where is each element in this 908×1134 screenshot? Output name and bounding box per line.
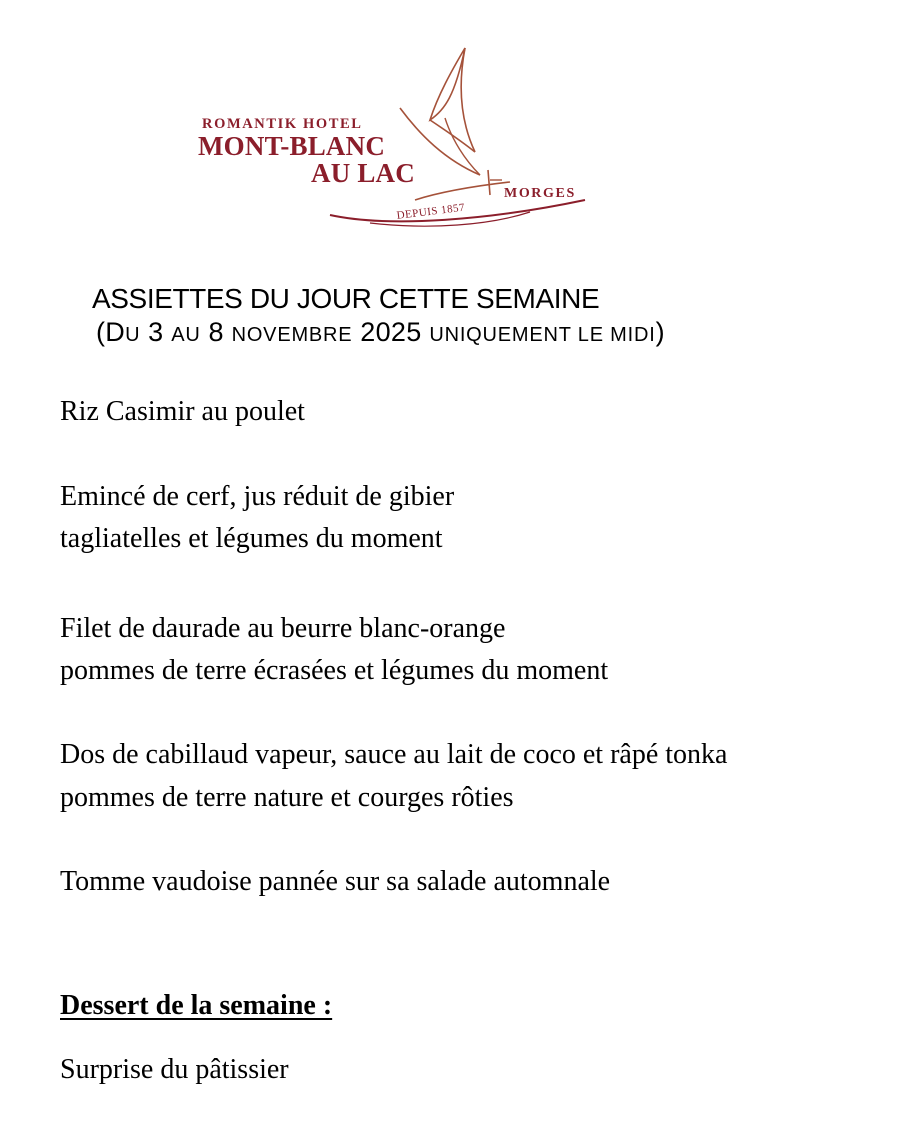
- logo-line-mont-blanc: MONT-BLANC: [198, 131, 386, 161]
- page-title: ASSIETTES DU JOUR CETTE SEMAINE: [92, 283, 600, 314]
- subtitle-number: 3: [140, 317, 172, 347]
- subtitle-part: U: [125, 324, 141, 346]
- subtitle-number: 2025: [352, 317, 430, 347]
- dessert-item: Surprise du pâtissier: [60, 1054, 289, 1085]
- subtitle-part: AU: [171, 324, 201, 346]
- page-subtitle: [96, 317, 665, 348]
- subtitle-part: UNIQUEMENT LE MIDI: [429, 324, 656, 346]
- dish-2-garnish: tagliatelles et légumes du moment: [60, 523, 443, 554]
- logo-line-romantik: ROMANTIK HOTEL: [202, 116, 363, 132]
- subtitle-open: (D: [96, 317, 126, 347]
- logo-location: MORGES: [504, 186, 576, 201]
- dish-2-title: Emincé de cerf, jus réduit de gibier: [60, 481, 455, 512]
- dish-5: Tomme vaudoise pannée sur sa salade automnale: [60, 866, 611, 897]
- dish-3-garnish: pommes de terre écrasées et légumes du moment: [60, 655, 609, 686]
- dish-1: Riz Casimir au poulet: [60, 396, 305, 427]
- dish-4-garnish: pommes de terre nature et courges rôties: [60, 782, 514, 813]
- hotel-logo: [190, 40, 600, 240]
- logo-since: DEPUIS 1857: [396, 201, 466, 222]
- subtitle-close: ): [655, 317, 665, 347]
- logo-line-au-lac: AU LAC: [311, 158, 415, 188]
- subtitle-part: NOVEMBRE: [231, 324, 353, 346]
- dish-3-title: Filet de daurade au beurre blanc-orange: [60, 613, 506, 644]
- dish-4-title: Dos de cabillaud vapeur, sauce au lait de coco et râpé tonka: [60, 739, 728, 770]
- dessert-heading: Dessert de la semaine :: [60, 990, 333, 1021]
- subtitle-number: 8: [200, 317, 232, 347]
